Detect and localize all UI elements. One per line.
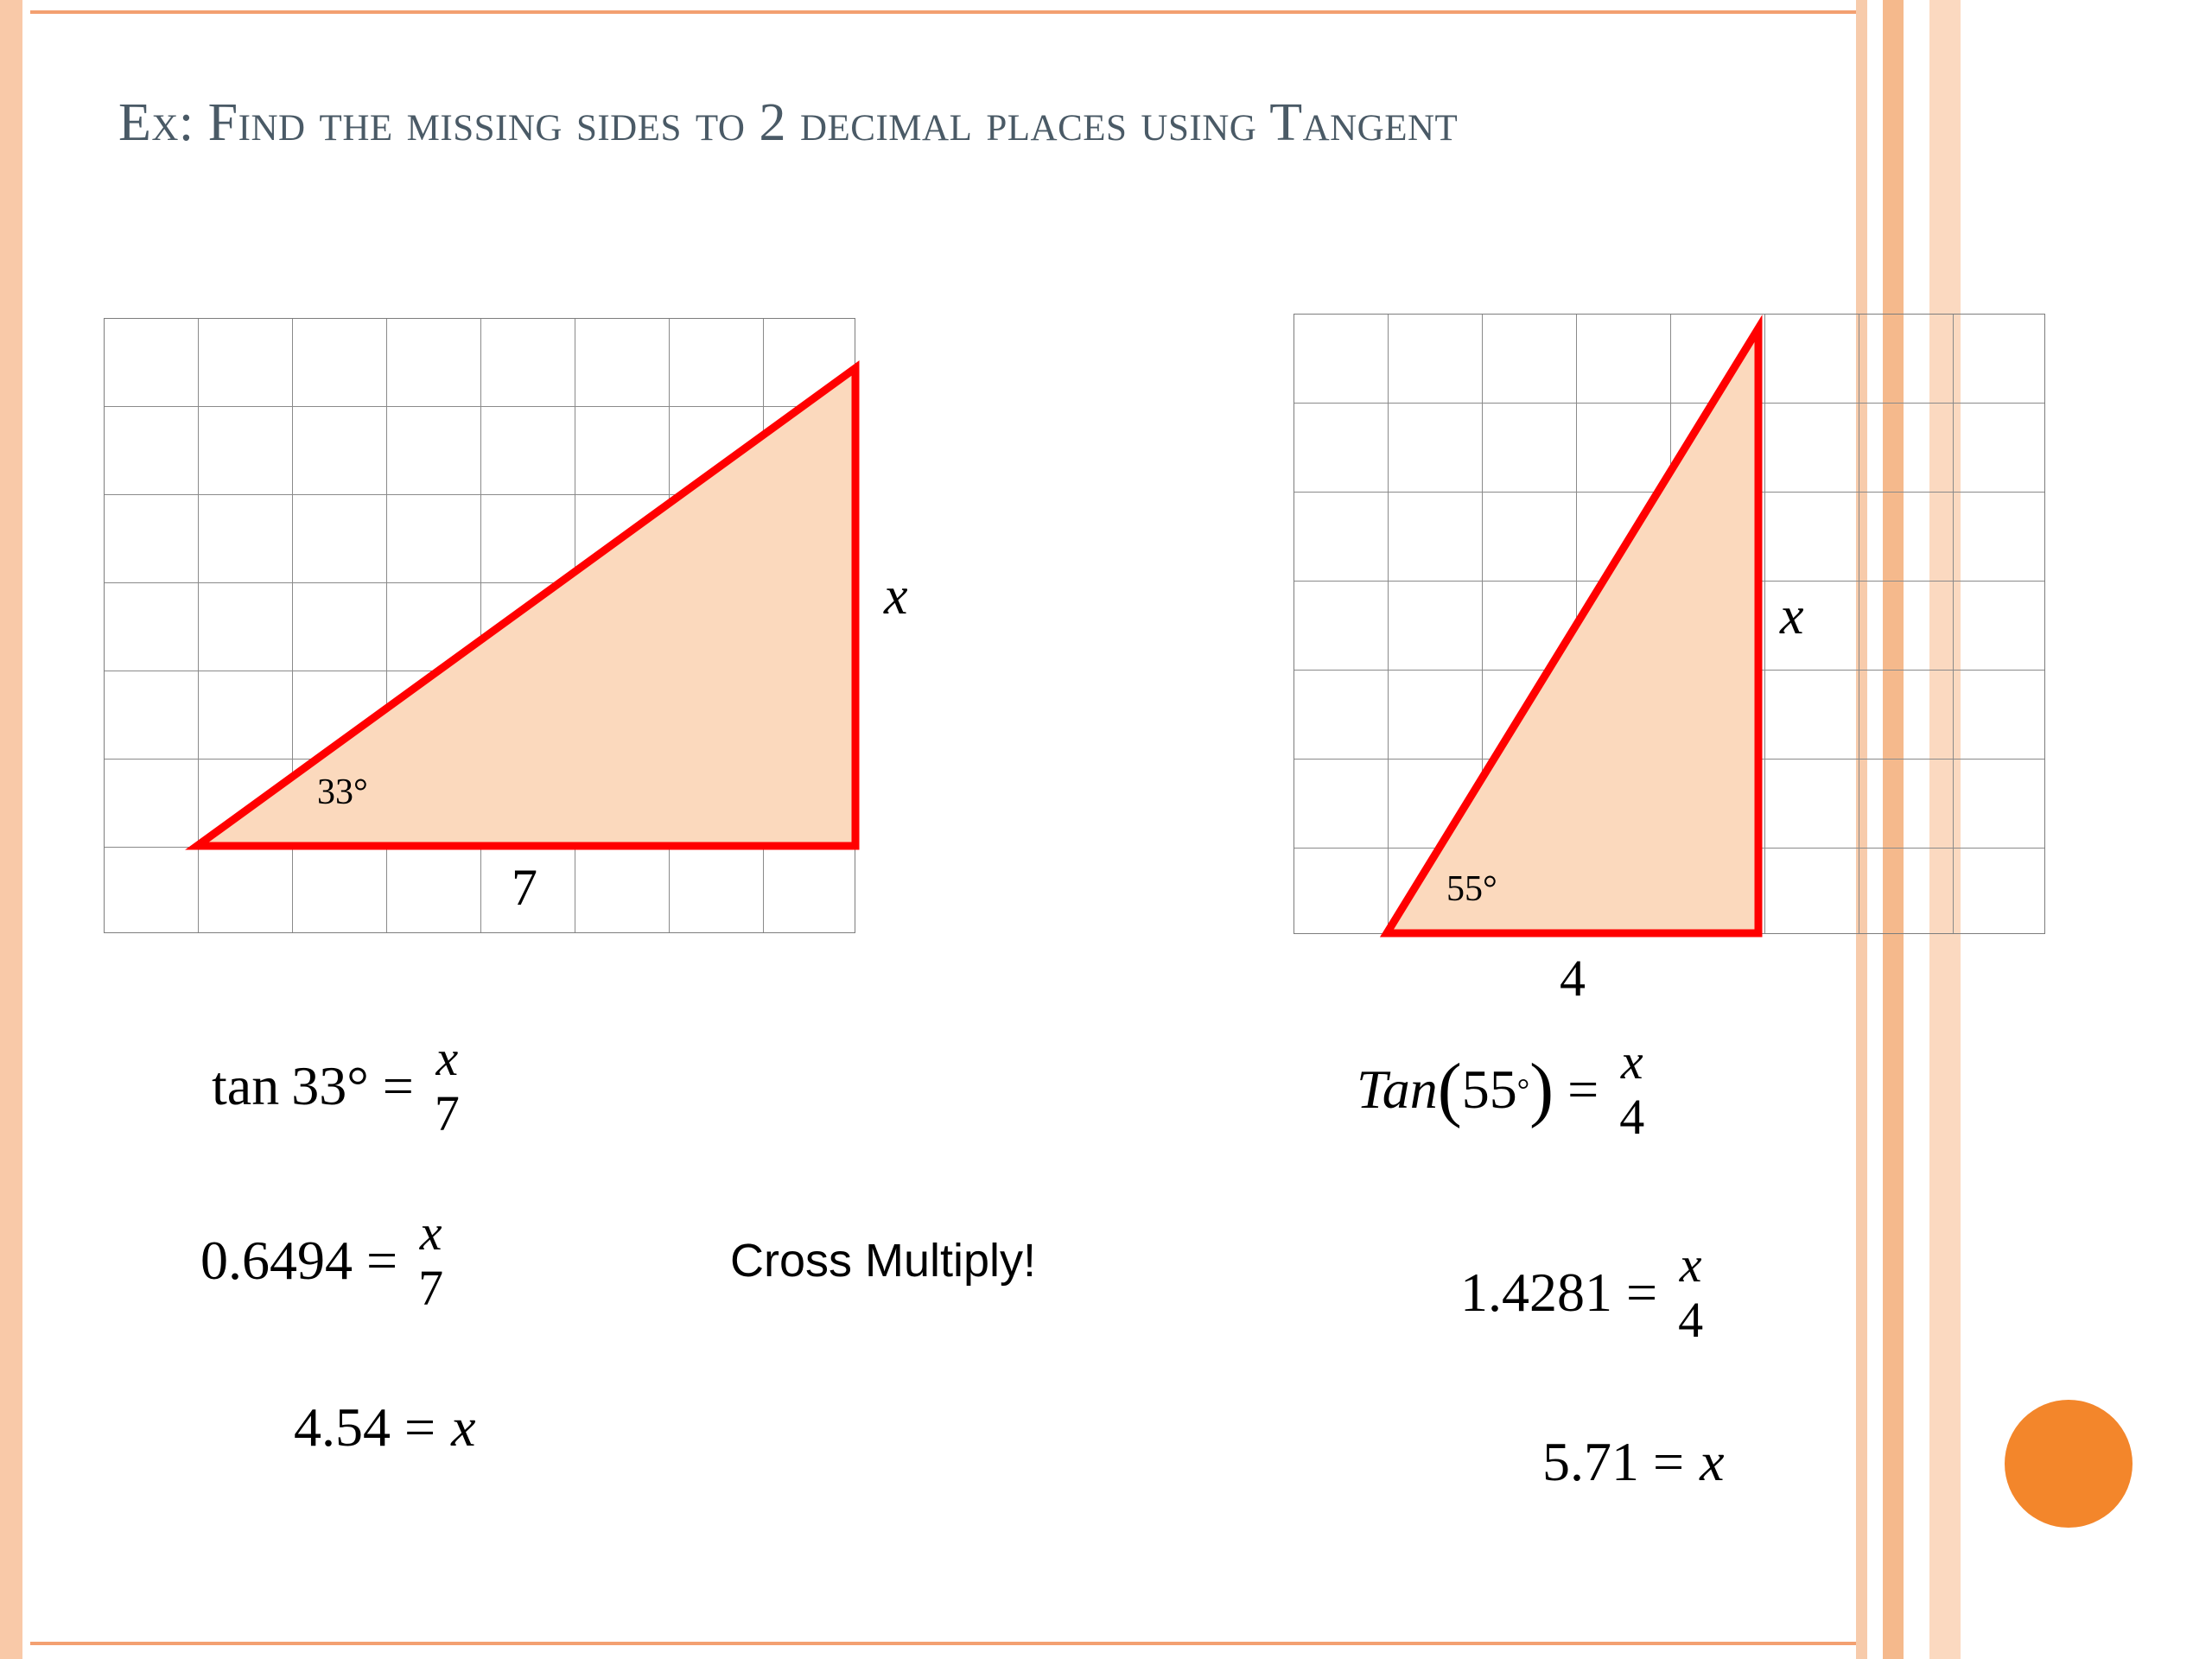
left-border-inner	[22, 0, 30, 1659]
right-step1-open-paren: (	[1437, 1049, 1462, 1130]
left-side-label: x	[884, 567, 908, 626]
right-step1-numerator: x	[1620, 1033, 1643, 1090]
left-angle-label: 33°	[317, 772, 368, 812]
left-step1-angle: 33° =	[291, 1055, 414, 1116]
left-border-stripe	[0, 0, 22, 1659]
left-step2-lhs: 0.6494 =	[200, 1230, 398, 1291]
right-step3-lhs: 5.71 =	[1542, 1431, 1685, 1492]
bottom-rule	[30, 1642, 1856, 1645]
right-base-label: 4	[1560, 950, 1586, 1007]
left-step1-tan: tan	[212, 1055, 280, 1116]
right-step1-close-paren: )	[1529, 1049, 1554, 1130]
right-step3-rhs: x	[1700, 1431, 1725, 1492]
left-step2-denominator: 7	[418, 1260, 444, 1316]
left-equation-step-2	[200, 1205, 448, 1316]
right-equation-step-2	[1460, 1236, 1708, 1348]
left-step2-fraction	[413, 1205, 448, 1316]
right-step2-numerator: x	[1679, 1236, 1702, 1293]
right-equation-step-3	[1542, 1430, 1725, 1494]
right-triangle	[1294, 314, 2054, 941]
left-base-label: 7	[512, 859, 537, 916]
right-side-label: x	[1780, 587, 1804, 645]
right-step1-tan: Tan	[1357, 1058, 1438, 1120]
left-step3-lhs: 4.54 =	[294, 1396, 436, 1458]
right-step1-denominator: 4	[1619, 1089, 1645, 1145]
right-step2-denominator: 4	[1678, 1292, 1704, 1348]
left-step1-numerator: x	[435, 1030, 459, 1086]
left-step2-numerator: x	[419, 1205, 442, 1261]
left-equation-step-3	[294, 1395, 476, 1459]
left-step1-fraction	[429, 1030, 465, 1141]
left-step1-denominator: 7	[434, 1085, 460, 1141]
page-title: Ex: Find the missing sides to 2 decimal places using Tangent	[118, 93, 1459, 152]
accent-circle	[2005, 1400, 2133, 1528]
right-step2-lhs: 1.4281 =	[1460, 1262, 1658, 1323]
right-step1-value: 55	[1461, 1058, 1517, 1120]
left-triangle	[104, 318, 864, 940]
right-equation-step-1	[1357, 1033, 1649, 1145]
right-step1-degree: °	[1516, 1072, 1530, 1107]
cross-multiply-note: Cross Multiply!	[730, 1235, 1037, 1287]
top-rule	[30, 10, 1856, 14]
right-angle-label: 55°	[1446, 869, 1497, 909]
right-step1-equals: =	[1567, 1058, 1599, 1120]
right-step1-fraction	[1614, 1033, 1649, 1145]
right-step2-fraction	[1673, 1236, 1708, 1348]
left-equation-step-1	[212, 1030, 465, 1141]
left-step3-rhs: x	[451, 1396, 476, 1458]
